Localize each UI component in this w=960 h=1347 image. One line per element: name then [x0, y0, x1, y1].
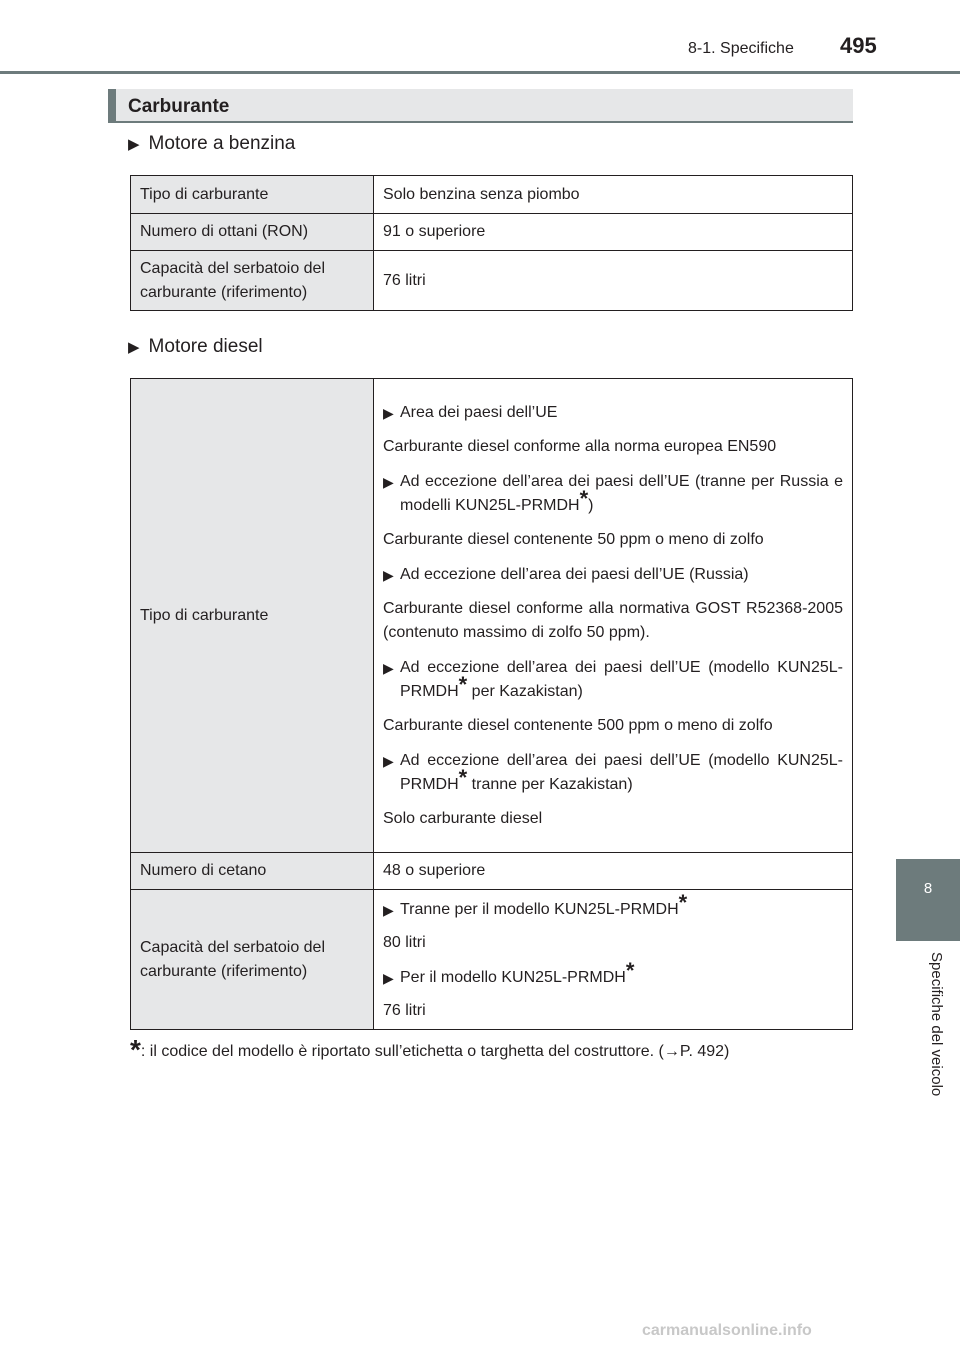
table-row: [131, 379, 853, 853]
table-label-cell: Numero di cetano: [131, 853, 374, 890]
chapter-tab: [896, 859, 960, 941]
bullet-triangle-icon: ▶: [383, 474, 394, 490]
asterisk-marker: *: [678, 890, 688, 915]
section-title-bar: [108, 89, 853, 123]
section-title-accent: [108, 89, 116, 121]
asterisk-marker: *: [625, 958, 635, 983]
fuel-spec-text: Carburante diesel contenente 50 ppm o meno di zolfo: [383, 531, 764, 548]
bullet-triangle-icon: ▶: [383, 660, 394, 676]
table-row: [131, 853, 853, 890]
asterisk-marker: *: [458, 765, 468, 790]
bullet-triangle-icon: ▶: [383, 567, 394, 583]
table-value-cell: 91 o superiore: [374, 214, 853, 251]
chapter-tab-label: Specifiche del veicolo: [928, 952, 945, 1097]
header-section-title: 8-1. Specifiche: [688, 40, 794, 57]
bullet-heading-text: Ad eccezione dell’area dei paesi dell’UE (modello KUN25L-PRMDH: [400, 752, 843, 793]
table-value-cell: 48 o superiore: [374, 853, 853, 890]
diesel-heading-text: Motore diesel: [148, 336, 263, 357]
bullet-heading: [400, 890, 843, 922]
footnote-text: : il codice del modello è riportato sull’etichetta o targhetta del costruttore. (: [140, 1043, 664, 1060]
asterisk-marker: *: [458, 672, 468, 697]
table-row: [131, 176, 853, 214]
section-title: Carburante: [128, 96, 230, 117]
list-item: [383, 749, 843, 797]
table-row: [131, 251, 853, 311]
gasoline-heading-text: Motore a benzina: [148, 133, 296, 154]
bullet-triangle-icon: ▶: [383, 970, 394, 986]
capacity-text: 76 litri: [383, 1002, 426, 1019]
bullet-heading-text: Per il modello KUN25L-PRMDH: [400, 969, 626, 986]
table-label-cell: Capacità del serbatoio del carburante (riferimento): [131, 251, 374, 311]
bullet-triangle-icon: ▶: [383, 902, 394, 918]
list-item: [383, 656, 843, 704]
header-rule: [0, 71, 960, 74]
table-value-cell: Solo benzina senza piombo: [374, 176, 853, 214]
table-value-cell: [374, 379, 853, 853]
list-item: [383, 563, 843, 587]
bullet-heading-text: Ad eccezione dell’area dei paesi dell’UE (tranne per Russia e modelli KUN25L-PRMDH: [400, 473, 843, 514]
bullet-heading-end: per Kazakistan): [467, 683, 583, 700]
bullet-heading-end: tranne per Kazakistan): [467, 776, 633, 793]
diesel-heading: [128, 336, 263, 358]
fuel-spec-text: Carburante diesel contenente 500 ppm o meno di zolfo: [383, 717, 773, 734]
asterisk-marker: *: [579, 486, 589, 511]
list-item: [383, 470, 843, 518]
table-label-cell: Capacità del serbatoio del carburante (riferimento): [131, 890, 374, 1030]
bullet-heading-text: Ad eccezione dell’area dei paesi dell’UE (modello KUN25L-PRMDH: [400, 659, 843, 700]
bullet-triangle-icon: ▶: [128, 136, 140, 153]
fuel-spec-text: Carburante diesel conforme alla normativa GOST R52368-2005 (contenuto massimo di zolfo 50 ppm).: [383, 600, 843, 641]
table-value-cell: [374, 890, 853, 1030]
page-number: 495: [840, 33, 877, 58]
bullet-heading: Ad eccezione dell’area dei paesi dell’UE (Russia): [400, 566, 749, 583]
arrow-right-icon: →: [663, 1043, 680, 1060]
table-row: [131, 214, 853, 251]
watermark: carmanualsonline.info: [642, 1322, 812, 1339]
fuel-spec-text: Carburante diesel conforme alla norma europea EN590: [383, 438, 777, 455]
bullet-heading: [400, 656, 843, 704]
gasoline-heading: [128, 133, 295, 155]
bullet-heading: [400, 470, 843, 518]
chapter-tab-number: 8: [923, 880, 933, 897]
table-value-cell: 76 litri: [374, 251, 853, 311]
list-item: [383, 958, 843, 990]
bullet-triangle-icon: ▶: [383, 753, 394, 769]
bullet-heading: [400, 749, 843, 797]
list-item: [383, 890, 843, 922]
footnote: [130, 1034, 855, 1065]
bullet-triangle-icon: ▶: [383, 405, 394, 421]
bullet-heading: Area dei paesi dell’UE: [400, 404, 558, 421]
bullet-heading-end: ): [588, 497, 594, 514]
fuel-spec-text: Solo carburante diesel: [383, 810, 543, 827]
table-label-cell: Tipo di carburante: [131, 176, 374, 214]
bullet-heading-text: Tranne per il modello KUN25L-PRMDH: [400, 901, 679, 918]
gasoline-spec-table: [130, 175, 853, 311]
table-label-cell: Tipo di carburante: [131, 379, 374, 853]
capacity-text: 80 litri: [383, 934, 426, 951]
table-row: [131, 890, 853, 1030]
list-item: [383, 401, 843, 425]
bullet-triangle-icon: ▶: [128, 339, 140, 356]
table-label-cell: Numero di ottani (RON): [131, 214, 374, 251]
bullet-heading: [400, 958, 843, 990]
diesel-spec-table: [130, 378, 853, 1030]
footnote-marker: *: [130, 1034, 141, 1065]
footnote-page-ref[interactable]: P. 492): [679, 1043, 730, 1060]
